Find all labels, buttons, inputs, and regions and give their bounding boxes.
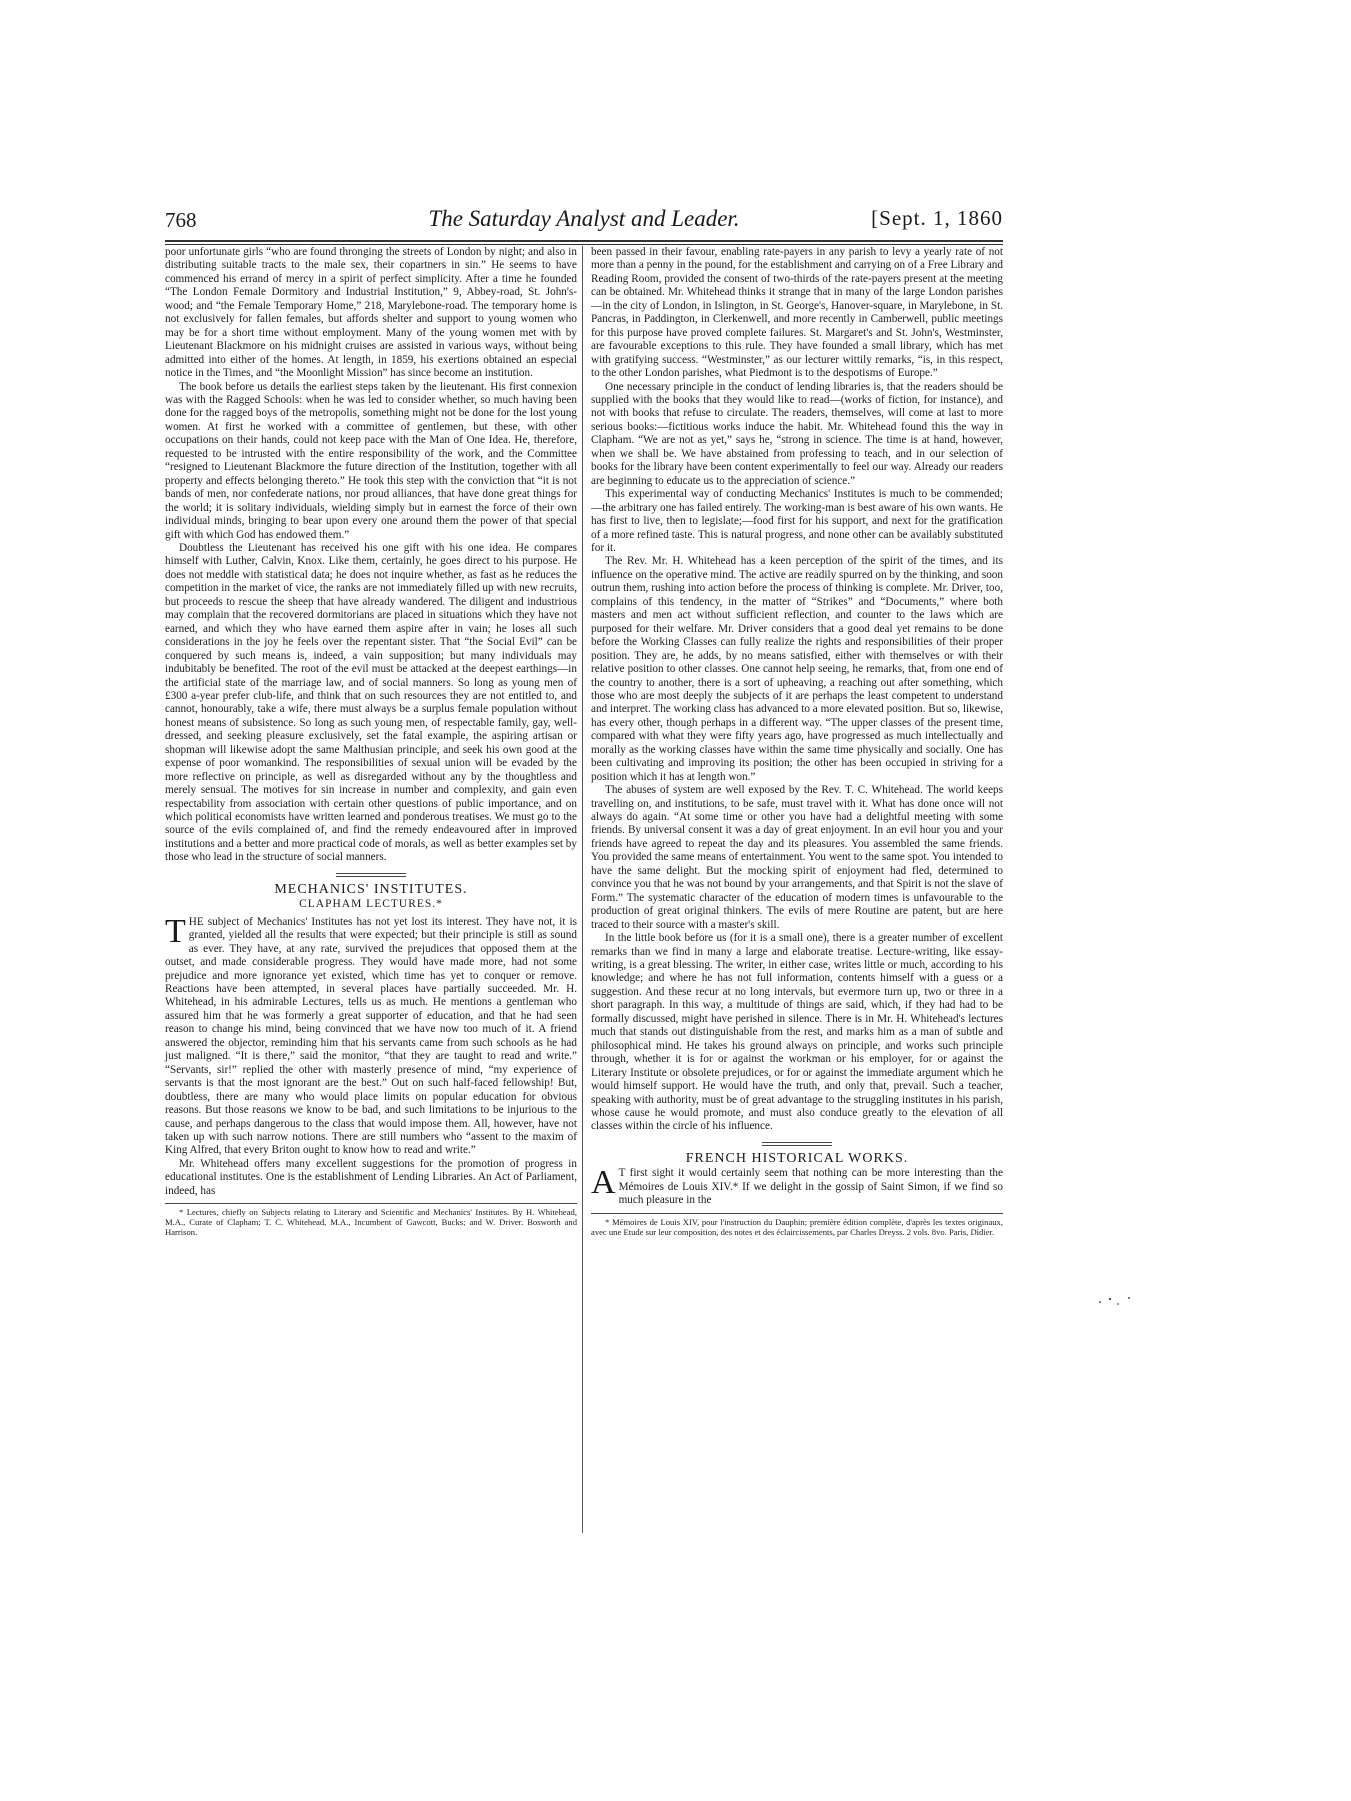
article-paragraph: This experimental way of conducting Mechanics' Institutes is much to be commended;—the arbitrary one has failed entirely. The working-man is best aware of his own wants. He has first to live, then to legislate;—food first for his support, and next for the gratification of a more refined taste. This is natural progress, and none other can be availably substituted for it. (591, 488, 1003, 554)
section-ornament (762, 1142, 832, 1146)
drop-cap: T (165, 912, 186, 950)
column-divider (582, 246, 583, 1533)
page-number: 768 (165, 208, 197, 232)
article-paragraph: The Rev. Mr. H. Whitehead has a keen perception of the spirit of the times, and its influence on the operative mind. The active are readily spurred on by the thinking, and soon outrun them, rushing into action before the process of thinking is complete. Mr. Driver, too, complains of this tendency, in the matter of “Strikes” and “Documents,” where both masters and men act without sufficient reflection, and counter to the laws which are purposed for their welfare. Mr. Driver considers that a good deal yet remains to be done before the Working Classes can fully realize the rights and responsibilities of their proper position. They are, he adds, by no means satisfied, either with themselves or with their relative position to other classes. One cannot help seeing, he remarks, that, from one end of the country to another, there is a sort of upheaving, a reaching out after something, which those who are most deeply the subjects of it are perhaps the least competent to understand and interpret. The working class has advanced to a more elevated position. But so, likewise, has every other, though perhaps in a different way. “The upper classes of the present time, compared with what they were fifty years ago, have progressed as much intellectually and morally as the working classes have within the same time physically and socially. One has been cultivating and improving its position; the other has been occupied in striving for a position which it has at length won.” (591, 555, 1003, 783)
article-paragraph: The book before us details the earliest steps taken by the lieutenant. His first connexion was with the Ragged Schools: when he was led to consider whether, so much having been done for the ragged boys of the metropolis, something might not be done for the lost young women. At first he worked with a committee of gentlemen, but these, with other occupations on their hands, could not keep pace with the Man of One Idea. He, therefore, requested to be intrusted with the entire responsibility of the work, and the Committee “resigned to Lieutenant Blackmore the future direction of the Institution, together with all property and effects belonging thereto.” He took this step with the conviction that “it is not bands of men, nor confederate nations, nor proud alliances, that have done great things for the world; it is solitary individuals, wielding simply but in earnest the force of their own individual minds, bringing to bear upon every one around them the power of that special gift with which God has endowed them.” (165, 380, 577, 541)
section-subheading-clapham-lectures: CLAPHAM LECTURES.* (299, 898, 443, 911)
section-heading-french-historical-works: FRENCH HISTORICAL WORKS. (685, 1150, 909, 1166)
section-ornament (336, 873, 406, 877)
article-paragraph (165, 912, 577, 1158)
right-column (591, 246, 1003, 1237)
article-paragraph (591, 1164, 1003, 1207)
footnote-rule (165, 1203, 577, 1204)
left-column (165, 246, 577, 1237)
header-rule-thin (165, 244, 1003, 245)
article-text: HE subject of Mechanics' Institutes has not yet lost its interest. They have not, it is granted, yielded all the results that were expected; but their principle is still as sound as ever. They have, at any rate, survived the prejudices that opposed them at the outset, and made considerable progress. They would have made more, had not some prejudice and more ignorance yet existed, which time has yet to conquer or remove. Reactions have been attempted, in several places have partially succeeded. Mr. H. Whitehead, in his admirable Lectures, tells us as much. He mentions a gentleman who assured him that he was formerly a great supporter of education, and that he had seen reason to change his mind, being convinced that we have now too much of it. A friend answered the objector, reminding him that his servants came from such schools as he had just maligned. “It is there,” said the monitor, “that they are taught to read and write.” “Servants, sir!” replied the other with masterly presence of mind, “my experience of servants is that the most ignorant are the best.” Out on such half-faced fellowship! But, doubtless, there are many who would place limits on popular education for obvious reasons. But those reasons we know to be bad, and such limitations to be injurious to the cause, and perhaps dangerous to the class that would impose them. All, however, have not taken up with such narrow notions. There are still numbers who “assent to the maxim of King Alfred, that every Briton ought to know how to read and write.” (165, 915, 577, 1157)
footnote: * Mémoires de Louis XIV, pour l'instruction du Dauphin; première édition complète, d'après les textes originaux, avec une Etude sur leur composition, des notes et des éclaircissements, par Charles Dreyss. 2 vols. 8vo. Paris, Didier. (591, 1216, 1003, 1237)
article-paragraph: poor unfortunate girls “who are found thronging the streets of London by night; and also in distributing suitable tracts to the male sex, their copartners in sin.” He seems to have commenced his errand of mercy in a spirit of perfect simplicity. After a time he founded “The London Female Dormitory and Industrial Institution,” 9, Abbey-road, St. John's-wood; and “the Female Temporary Home,” 218, Marylebone-road. The temporary home is not exclusively for fallen females, but affords shelter and support to young women who may be for a short time without employment. Many of the young women met with by Lieutenant Blackmore on his midnight cruises are assisted in various ways, without being admitted into either of the homes. At length, in 1859, his exertions obtained an especial notice in the Times, and “the Moonlight Mission” has since become an institution. (165, 246, 577, 380)
footnote-rule (591, 1213, 1003, 1214)
footnote: * Lectures, chiefly on Subjects relating to Literary and Scientific and Mechanics' Institutes. By H. Whitehead, M.A., Curate of Clapham; T. C. Whitehead, M.A., Incumbent of Gawcott, Bucks; and W. Driver. Bosworth and Harrison. (165, 1207, 577, 1238)
issue-date: [Sept. 1, 1860 (871, 206, 1003, 230)
article-paragraph: The abuses of system are well exposed by the Rev. T. C. Whitehead. The world keeps travelling on, and institutions, to be safe, must travel with it. What has done once will not always do again. “At some time or other you have had a delightful meeting with some friends. By universal consent it was a day of great enjoyment. In an evil hour you and your friends have agreed to repeat the day and its pleasures. You assembled the same friends. You provided the same means of entertainment. You went to the same spot. You intended to have the same delight. But the mocking spirit of enjoyment had fled, determined to convince you that he was not bound by your arrangements, and that Spirit is not the slave of Form.” The systematic character of the education of modern times is unfavourable to the production of great original thinkers. The evils of mere Routine are patent, but are here traced to their source with a master's skill. (591, 784, 1003, 931)
page-header (165, 202, 1003, 238)
print-specks (1096, 1290, 1136, 1310)
article-paragraph: Doubtless the Lieutenant has received his one gift with his one idea. He compares himself with Luther, Calvin, Knox. Like them, certainly, he goes direct to his purpose. He does not meddle with statistical data; he does not inquire whether, as fast as he reduces the competition in the market of vice, the ranks are not immediately filled up with new recruits, but proceeds to rescue the sheep that have already wandered. The diligent and industrious may complain that the recovered dormitorians are placed in situations which they have not earned, and which they who have earned them aspire after in vain; he loses all such considerations in the joy he feels over the repentant sister. That “the Social Evil” can be conquered by such means is, indeed, a vain supposition; but many individuals may indubitably be benefited. The root of the evil must be attacked at the deepest earthings—in the artificial state of the marriage law, and of social manners. So long as young men of £300 a-year prefer club-life, and think that on such resources they are not entitled to, and cannot, honourably, take a wife, there must always be a surplus female population without honest means of subsistence. So long as such young men, of respectable family, gay, well-dressed, and seeking pleasure exclusively, set the fatal example, the aspiring artisan or shopman will likewise adopt the same Malthusian principle, and seek his own good at the expense of poor womankind. The responsibilities of sexual union will be evaded by the more reflective on principle, as well as disregarded without any by the thoughtless and merely sensual. The motives for sin increase in number and complexity, and gain even respectability from association with certain other questions of public importance, and on which political economists have written learned and ponderous treatises. We must go to the source of the evils complained of, and find the remedy endeavoured after in improved institutions and a better and more practical code of morals, as well as better examples set by those who lead in the structure of social manners. (165, 541, 577, 864)
article-paragraph: been passed in their favour, enabling rate-payers in any parish to levy a yearly rate of not more than a penny in the pound, for the establishment and carrying on of a Free Library and Reading Room, provided the consent of two-thirds of the rate-payers present at the meeting can be obtained. Mr. Whitehead thinks it strange that in many of the large London parishes—in the city of London, in Islington, in St. George's, Hanover-square, in Marylebone, in St. Pancras, in Paddington, in Clerkenwell, and more recently in Camberwell, public meetings for this purpose have proved complete failures. St. Margaret's and St. John's, Westminster, are favourable exceptions to this rule. They have founded a small library, which has met with gratifying success. “Westminster,” as our lecturer wittily remarks, “is, in this respect, to the other London parishes, what Piedmont is to the despotisms of Europe.” (591, 246, 1003, 380)
article-paragraph: Mr. Whitehead offers many excellent suggestions for the promotion of progress in educational institutes. One is the establishment of Lending Libraries. An Act of Parliament, indeed, has (165, 1157, 577, 1197)
publication-title: The Saturday Analyst and Leader. (428, 206, 740, 231)
article-paragraph: In the little book before us (for it is a small one), there is a greater number of excellent remarks than we find in many a large and elaborate treatise. Lecture-writing, like essay-writing, is a great blessing. The writer, in either case, writes little or much, according to his knowledge; and where he has not full information, contents himself with a guess or a suggestion. And these recur at no long intervals, but evermore turn up, two or three in a short paragraph. In this way, a multitude of things are said, which, if they had had to be formally discussed, might have perished in silence. There is in Mr. H. Whitehead's lectures much that stands out distinguishable from the rest, and marks him as a man of subtle and philosophical mind. He takes his ground always on principle, and works such principle through, whether it is for or against the workman or his employer, for or against the Literary Institute or obsolete prejudices, or for or against the immediate argument which he would himself support. He would have the truth, and only that, prevail. Such a teacher, speaking with authority, must be of great advantage to the struggling institutes in his parish, whose cause he would promote, and must also conduce greatly to the elevation of all classes within the circle of his influence. (591, 932, 1003, 1133)
article-paragraph: One necessary principle in the conduct of lending libraries is, that the readers should be supplied with the books that they would like to read—(works of fiction, for instance), and not with books that refuse to circulate. The readers, themselves, will come at last to more serious books:—fictitious works induce the habit. Mr. Whitehead found this the way in Clapham. “We are not as yet,” says he, “strong in science. The time is at hand, however, when we shall be. We have abstained from professing to teach, and in our selection of books for the library have been content experimentally to feel our way. Already our readers are beginning to educate us to the appreciation of science.” (591, 380, 1003, 487)
header-rule (165, 240, 1003, 242)
drop-cap: A (591, 1164, 616, 1202)
section-heading-mechanics-institutes: MECHANICS' INSTITUTES. (274, 881, 468, 897)
article-text: T first sight it would certainly seem that nothing can be more interesting than the Mémoires de Louis XIV.* If we delight in the gossip of Saint Simon, if we find so much pleasure in the (618, 1167, 1003, 1207)
